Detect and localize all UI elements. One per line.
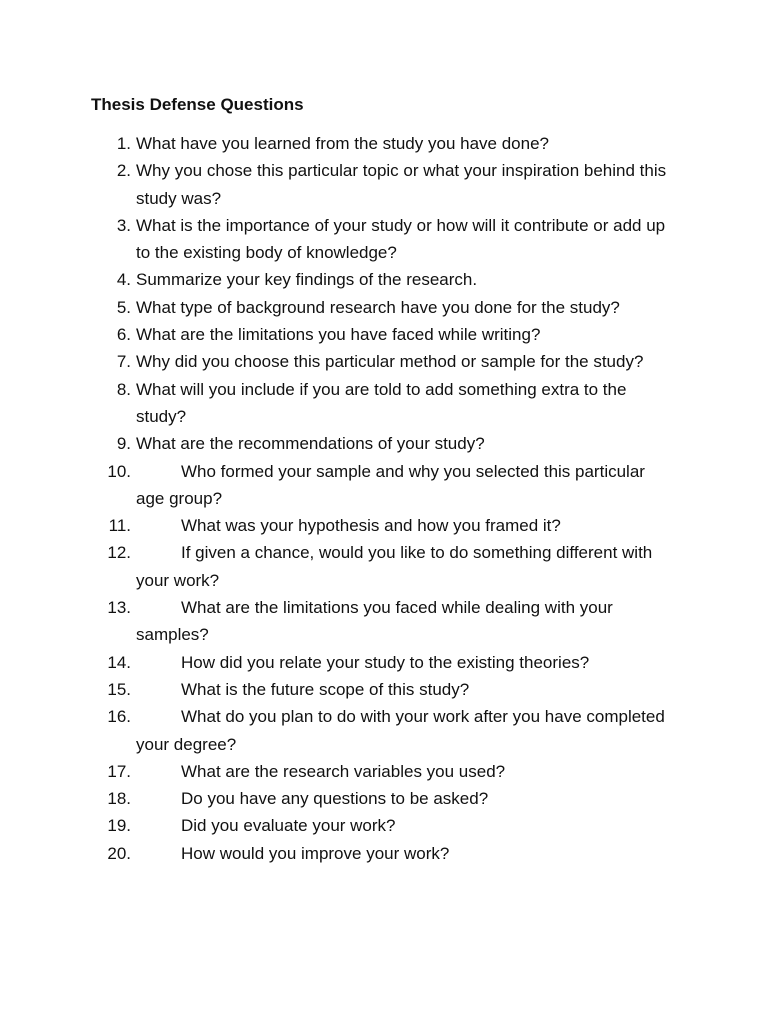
question-number: 8.: [116, 379, 131, 399]
question-text: What are the research variables you used?: [181, 761, 506, 781]
question-item: [0, 157, 768, 212]
question-item: [0, 758, 768, 785]
question-list: [0, 130, 768, 867]
question-number: 1.: [116, 134, 131, 153]
question-text: What are the limitations you faced while dealing with your samples?: [136, 598, 613, 645]
question-number: 20.: [107, 843, 131, 863]
question-item: [0, 512, 768, 539]
question-text: What is the future scope of this study?: [181, 679, 470, 699]
question-item: [0, 130, 768, 157]
question-number: 13.: [107, 598, 131, 618]
question-text: How would you improve your work?: [181, 843, 450, 863]
question-number: 7.: [116, 352, 131, 372]
question-number: 5.: [116, 297, 131, 317]
question-text: If given a chance, would you like to do something different with your work?: [136, 543, 653, 590]
question-number: 10.: [107, 461, 131, 481]
question-number: 18.: [107, 789, 131, 809]
question-text: What are the recommendations of your study?: [136, 434, 485, 454]
question-number: 12.: [107, 543, 131, 563]
question-item: [0, 539, 768, 594]
question-number: 9.: [116, 434, 131, 454]
question-number: 11.: [108, 516, 131, 536]
question-text: Why did you choose this particular method or sample for the study?: [136, 352, 644, 372]
question-number: 2.: [116, 161, 131, 181]
question-number: 17.: [107, 761, 131, 781]
question-item: [0, 812, 768, 839]
question-text: What are the limitations you have faced while writing?: [136, 325, 541, 345]
question-item: [0, 785, 768, 812]
question-item: [0, 840, 768, 867]
question-item: [0, 676, 768, 703]
question-number: 15.: [107, 679, 131, 699]
question-text: What do you plan to do with your work after you have completed your degree?: [136, 707, 665, 754]
question-item: [0, 649, 768, 676]
question-text: What is the importance of your study or how will it contribute or add up to the existing body of knowledge?: [136, 215, 666, 263]
question-text: Who formed your sample and why you selected this particular age group?: [136, 461, 645, 508]
question-item: [0, 321, 768, 348]
question-item: [0, 294, 768, 321]
question-text: What was your hypothesis and how you framed it?: [181, 516, 561, 536]
question-number: 16.: [107, 707, 131, 727]
question-number: 4.: [116, 270, 131, 290]
question-item: [0, 458, 768, 513]
question-text: Did you evaluate your work?: [181, 816, 396, 836]
question-text: Do you have any questions to be asked?: [181, 789, 489, 809]
question-item: [0, 430, 768, 457]
question-text: Summarize your key findings of the research.: [136, 270, 478, 290]
question-item: [0, 266, 768, 293]
question-item: [0, 376, 768, 431]
question-number: 19.: [107, 816, 131, 836]
question-text: Why you chose this particular topic or what your inspiration behind this study was?: [136, 161, 667, 208]
question-text: What will you include if you are told to add something extra to the study?: [136, 379, 627, 426]
question-number: 14.: [107, 652, 131, 672]
question-item: [0, 348, 768, 375]
question-text: What have you learned from the study you have done?: [136, 134, 549, 153]
question-number: 6.: [116, 325, 131, 345]
question-text: What type of background research have you done for the study?: [136, 297, 620, 317]
question-item: [0, 703, 768, 758]
question-item: [0, 594, 768, 649]
question-text: How did you relate your study to the existing theories?: [181, 652, 590, 672]
question-number: 3.: [116, 215, 131, 235]
document-title: Thesis Defense Questions: [91, 95, 304, 114]
question-item: [0, 212, 768, 267]
